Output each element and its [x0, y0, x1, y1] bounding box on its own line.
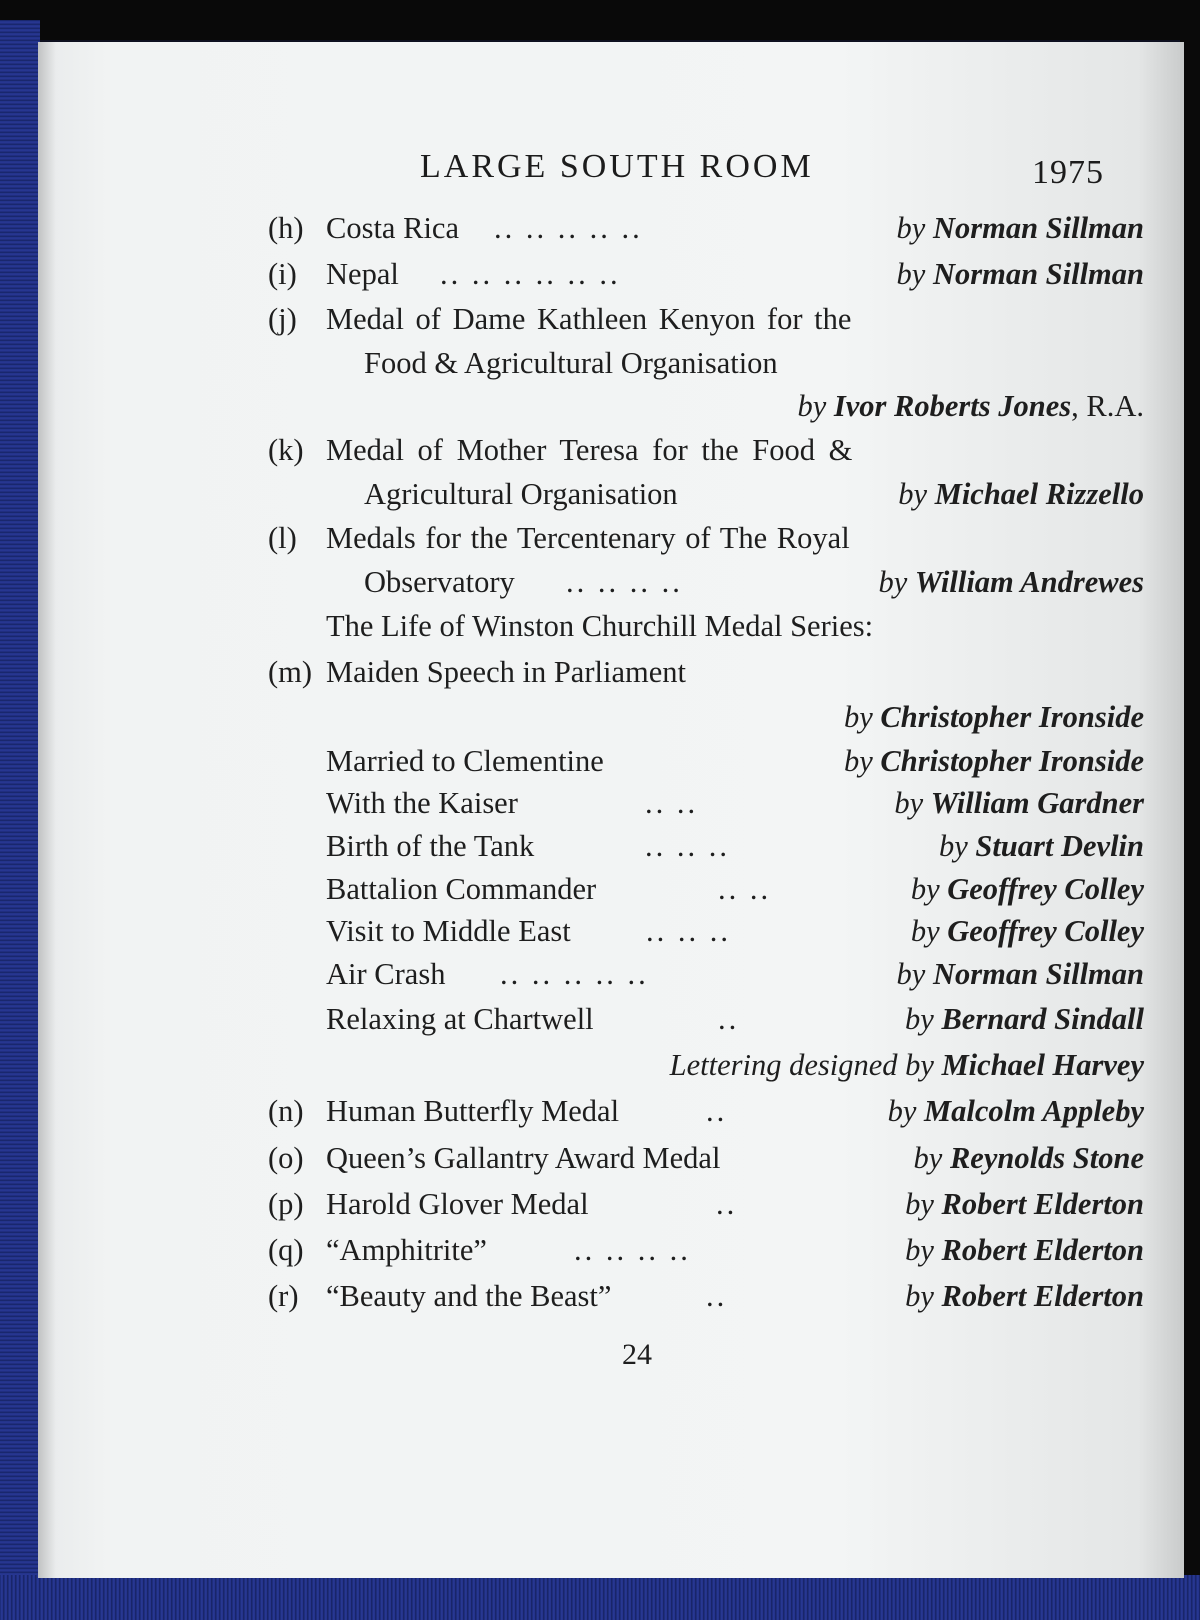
- entry-label: (n): [268, 1094, 304, 1128]
- running-head: LARGE SOUTH ROOM: [420, 148, 814, 185]
- entry-title: Visit to Middle East: [326, 914, 571, 948]
- entry-title: Battalion Commander: [326, 872, 597, 906]
- entry-title-continued: Food & Agricultural Organisation: [364, 346, 778, 380]
- entry-o: [0, 1138, 1200, 1178]
- entry-title: Costa Rica: [326, 211, 459, 245]
- entry-artist: by Norman Sillman: [896, 957, 1144, 991]
- entry-artist: by Norman Sillman: [896, 257, 1144, 291]
- entry-k-line2: [0, 474, 1200, 514]
- page-year: 1975: [1032, 154, 1104, 191]
- entry-title: “Amphitrite”: [326, 1233, 487, 1267]
- series-heading: [0, 606, 1200, 646]
- series-title: The Life of Winston Churchill Medal Series:: [326, 609, 874, 643]
- entry-artist: by Robert Elderton: [905, 1279, 1144, 1313]
- entry-title: Nepal: [326, 257, 399, 291]
- leader-dots: .. .. .. ..: [574, 1233, 691, 1267]
- leader-dots: ..: [716, 1187, 738, 1221]
- entry-title: “Beauty and the Beast”: [326, 1279, 612, 1313]
- leader-dots: .. ..: [718, 872, 772, 906]
- entry-title: With the Kaiser: [326, 786, 518, 820]
- entry-title: Relaxing at Chartwell: [326, 1002, 594, 1036]
- leader-dots: .. .. ..: [645, 829, 730, 863]
- entry-m: [0, 652, 1200, 692]
- entry-title: Medals for the Tercentenary of The Royal: [326, 521, 850, 555]
- leader-dots: .. .. .. .. ..: [500, 957, 649, 991]
- entry-label: (p): [268, 1187, 304, 1221]
- entry-r: [0, 1276, 1200, 1316]
- entry-artist: by William Andrewes: [878, 565, 1144, 599]
- list-item: [0, 783, 1200, 823]
- entry-artist: by Robert Elderton: [905, 1187, 1144, 1221]
- leader-dots: .. .. ..: [646, 914, 731, 948]
- entry-title: Air Crash: [326, 957, 446, 991]
- entry-label: (q): [268, 1233, 304, 1267]
- entry-j-line2: [0, 343, 1200, 383]
- entry-artist: by Geoffrey Colley: [910, 872, 1144, 906]
- entry-l-line2: [0, 562, 1200, 602]
- entry-label: (j): [268, 302, 297, 336]
- list-item: [0, 911, 1200, 951]
- entry-title-continued: Agricultural Organisation: [364, 477, 678, 511]
- entry-k: [0, 430, 1200, 470]
- entry-i: [0, 254, 1200, 294]
- entry-artist: by Michael Rizzello: [898, 477, 1144, 511]
- entry-artist: by Stuart Devlin: [938, 829, 1144, 863]
- entry-artist: by Norman Sillman: [896, 211, 1144, 245]
- leader-dots: ..: [706, 1094, 728, 1128]
- entry-artist: Lettering designed by Michael Harvey: [669, 1048, 1144, 1082]
- entry-title: Maiden Speech in Parliament: [326, 655, 686, 689]
- lettering-credit: [0, 1045, 1200, 1085]
- entry-artist: by Christopher Ironside: [844, 744, 1144, 778]
- leader-dots: .. ..: [645, 786, 699, 820]
- list-item: [0, 999, 1200, 1039]
- entry-artist: by Christopher Ironside: [844, 700, 1144, 734]
- entry-label: (r): [268, 1279, 299, 1313]
- entry-q: [0, 1230, 1200, 1270]
- entry-j-line3: [0, 386, 1200, 426]
- entry-artist: by Reynolds Stone: [913, 1141, 1144, 1175]
- entry-n: [0, 1091, 1200, 1131]
- entry-artist: by Geoffrey Colley: [910, 914, 1144, 948]
- entry-artist: by Malcolm Appleby: [887, 1094, 1144, 1128]
- entry-label: (k): [268, 433, 304, 467]
- leader-dots: .. .. .. .. ..: [494, 211, 643, 245]
- list-item: [0, 954, 1200, 994]
- entry-p: [0, 1184, 1200, 1224]
- entry-title: Medal of Mother Teresa for the Food &: [326, 433, 853, 467]
- entry-artist: by Bernard Sindall: [905, 1002, 1144, 1036]
- leader-dots: .. .. .. ..: [566, 565, 683, 599]
- list-item: [0, 741, 1200, 781]
- entry-title: Birth of the Tank: [326, 829, 535, 863]
- entry-label: (l): [268, 521, 297, 555]
- entry-l: [0, 518, 1200, 558]
- entry-m-line2: [0, 697, 1200, 737]
- entry-title-continued: Observatory: [364, 565, 515, 599]
- entry-title: Human Butterfly Medal: [326, 1094, 620, 1128]
- entry-artist: by Robert Elderton: [905, 1233, 1144, 1267]
- book-cover-top: [0, 0, 1200, 40]
- entry-j: [0, 299, 1200, 339]
- list-item: [0, 826, 1200, 866]
- page-number: 24: [622, 1338, 652, 1371]
- entry-label: (i): [268, 257, 297, 291]
- leader-dots: ..: [706, 1279, 728, 1313]
- entry-label: (o): [268, 1141, 304, 1175]
- leader-dots: .. .. .. .. .. ..: [440, 257, 621, 291]
- entry-label: (h): [268, 211, 304, 245]
- entry-title: Queen’s Gallantry Award Medal: [326, 1141, 721, 1175]
- leader-dots: ..: [718, 1002, 740, 1036]
- entry-artist: by William Gardner: [894, 786, 1144, 820]
- list-item: [0, 869, 1200, 909]
- entry-h: [0, 208, 1200, 248]
- entry-title: Medal of Dame Kathleen Kenyon for the: [326, 302, 852, 336]
- entry-label: (m): [268, 655, 313, 689]
- entry-artist: by Ivor Roberts Jones, R.A.: [797, 389, 1144, 423]
- entry-title: Married to Clementine: [326, 744, 604, 778]
- book-cover-bottom: [0, 1575, 1200, 1620]
- entry-title: Harold Glover Medal: [326, 1187, 589, 1221]
